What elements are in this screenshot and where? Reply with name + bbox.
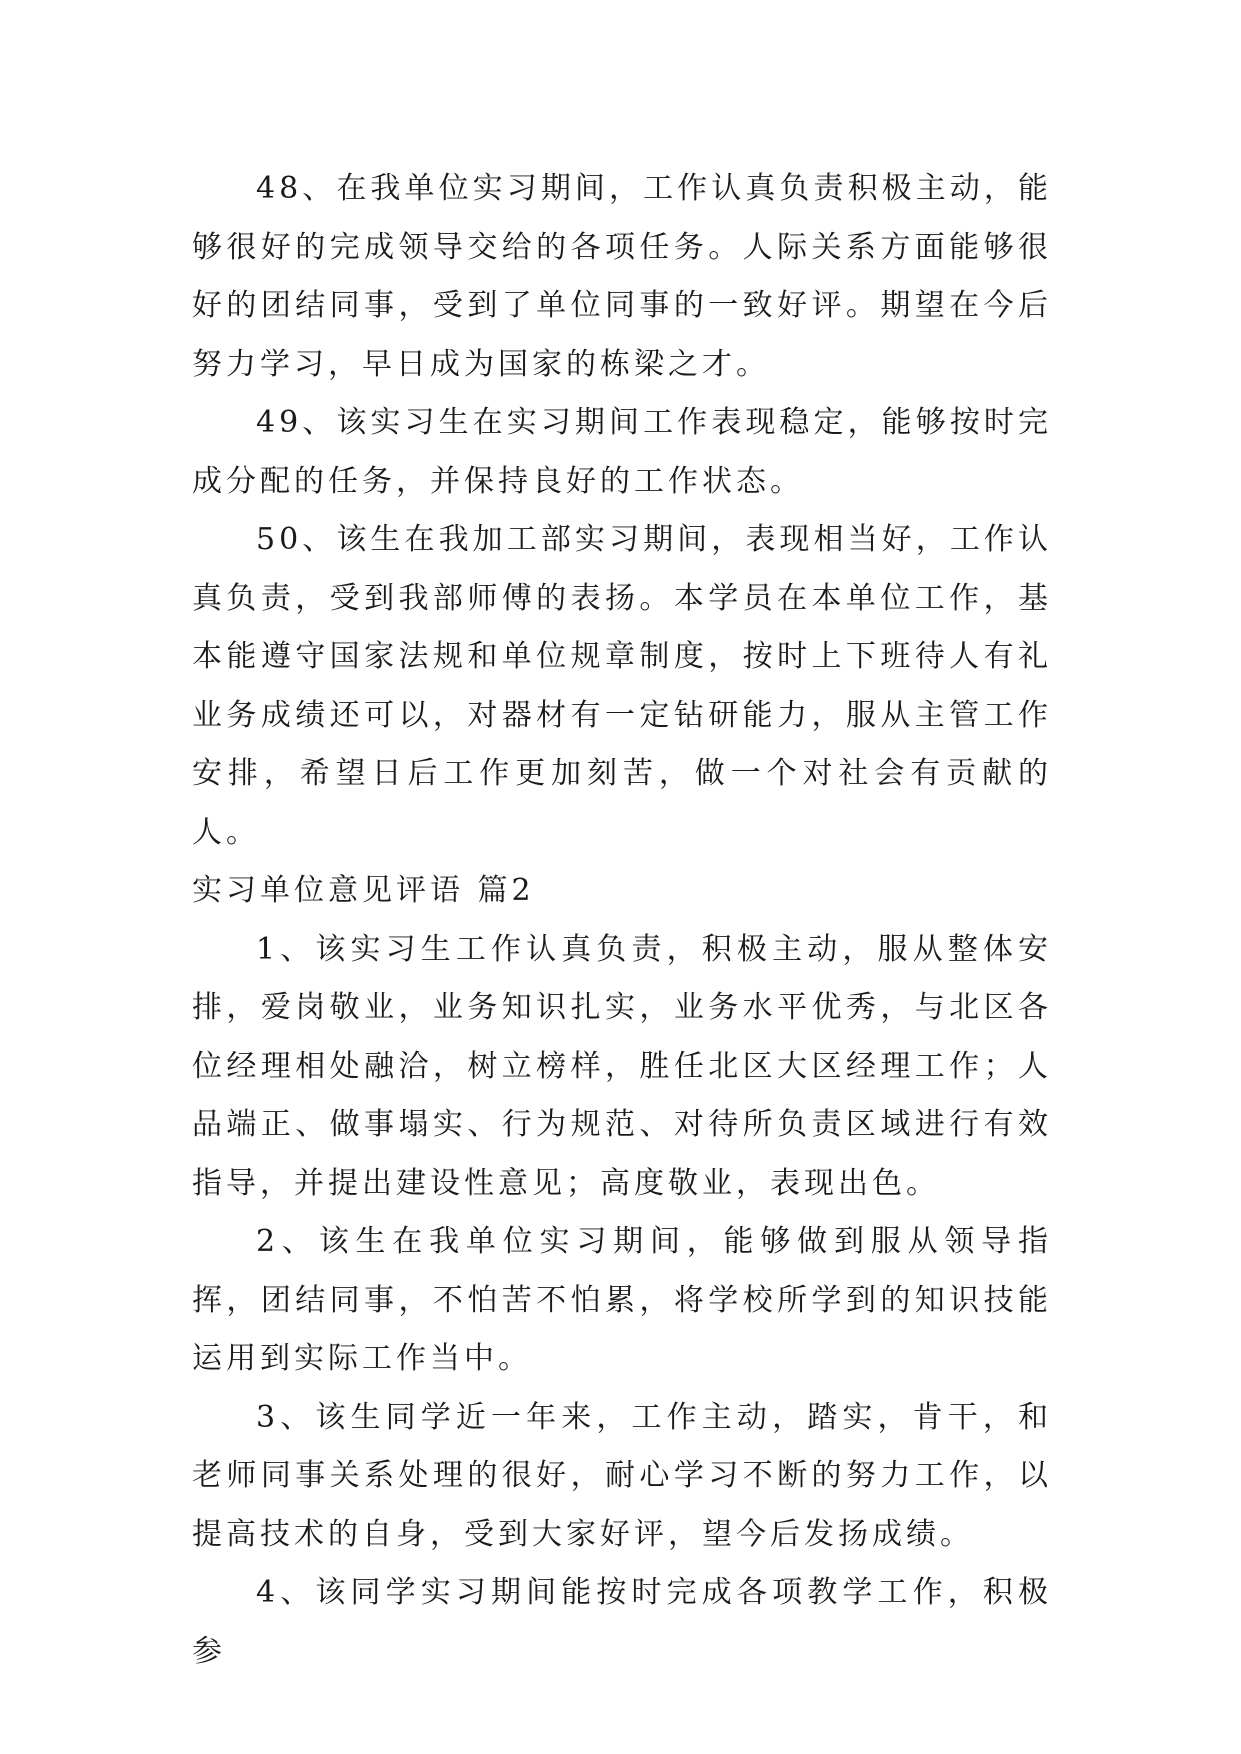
section-heading: 实习单位意见评语 篇2 xyxy=(192,873,535,908)
comment-paragraph-49: 49、该实习生在实习期间工作表现稳定，能够按时完成分配的任务，并保持良好的工作状态。 xyxy=(192,405,1052,499)
comment-paragraph-3: 3、该生同学近一年来，工作主动，踏实，肯干，和老师同事关系处理的很好，耐心学习不断的努力工作，以提高技术的自身，受到大家好评，望今后发扬成绩。 xyxy=(192,1399,1052,1552)
comment-paragraph-50: 50、该生在我加工部实习期间，表现相当好，工作认真负责，受到我部师傅的表扬。本学员在本单位工作，基本能遵守国家法规和单位规章制度，按时上下班待人有礼业务成绩还可以，对器材有一定钻研能力，服从主管工作安排，希望日后工作更加刻苦，做一个对社会有贡献的人。 xyxy=(192,522,1052,850)
comment-paragraph-1: 1、该实习生工作认真负责，积极主动，服从整体安排，爱岗敬业，业务知识扎实，业务水平优秀，与北区各位经理相处融洽，树立榜样，胜任北区大区经理工作；人品端正、做事塌实、行为规范、对待所负责区域进行有效指导，并提出建设性意见；高度敬业，表现出色。 xyxy=(192,931,1052,1201)
comment-paragraph-4: 4、该同学实习期间能按时完成各项教学工作，积极参 xyxy=(192,1575,1052,1669)
comment-paragraph-2: 2、该生在我单位实习期间，能够做到服从领导指挥，团结同事，不怕苦不怕累，将学校所学到的知识技能运用到实际工作当中。 xyxy=(192,1224,1052,1376)
document-body xyxy=(192,160,1052,1681)
comment-paragraph-48: 48、在我单位实习期间，工作认真负责积极主动，能够很好的完成领导交给的各项任务。人际关系方面能够很好的团结同事，受到了单位同事的一致好评。期望在今后努力学习，早日成为国家的栋梁之才。 xyxy=(192,171,1052,382)
